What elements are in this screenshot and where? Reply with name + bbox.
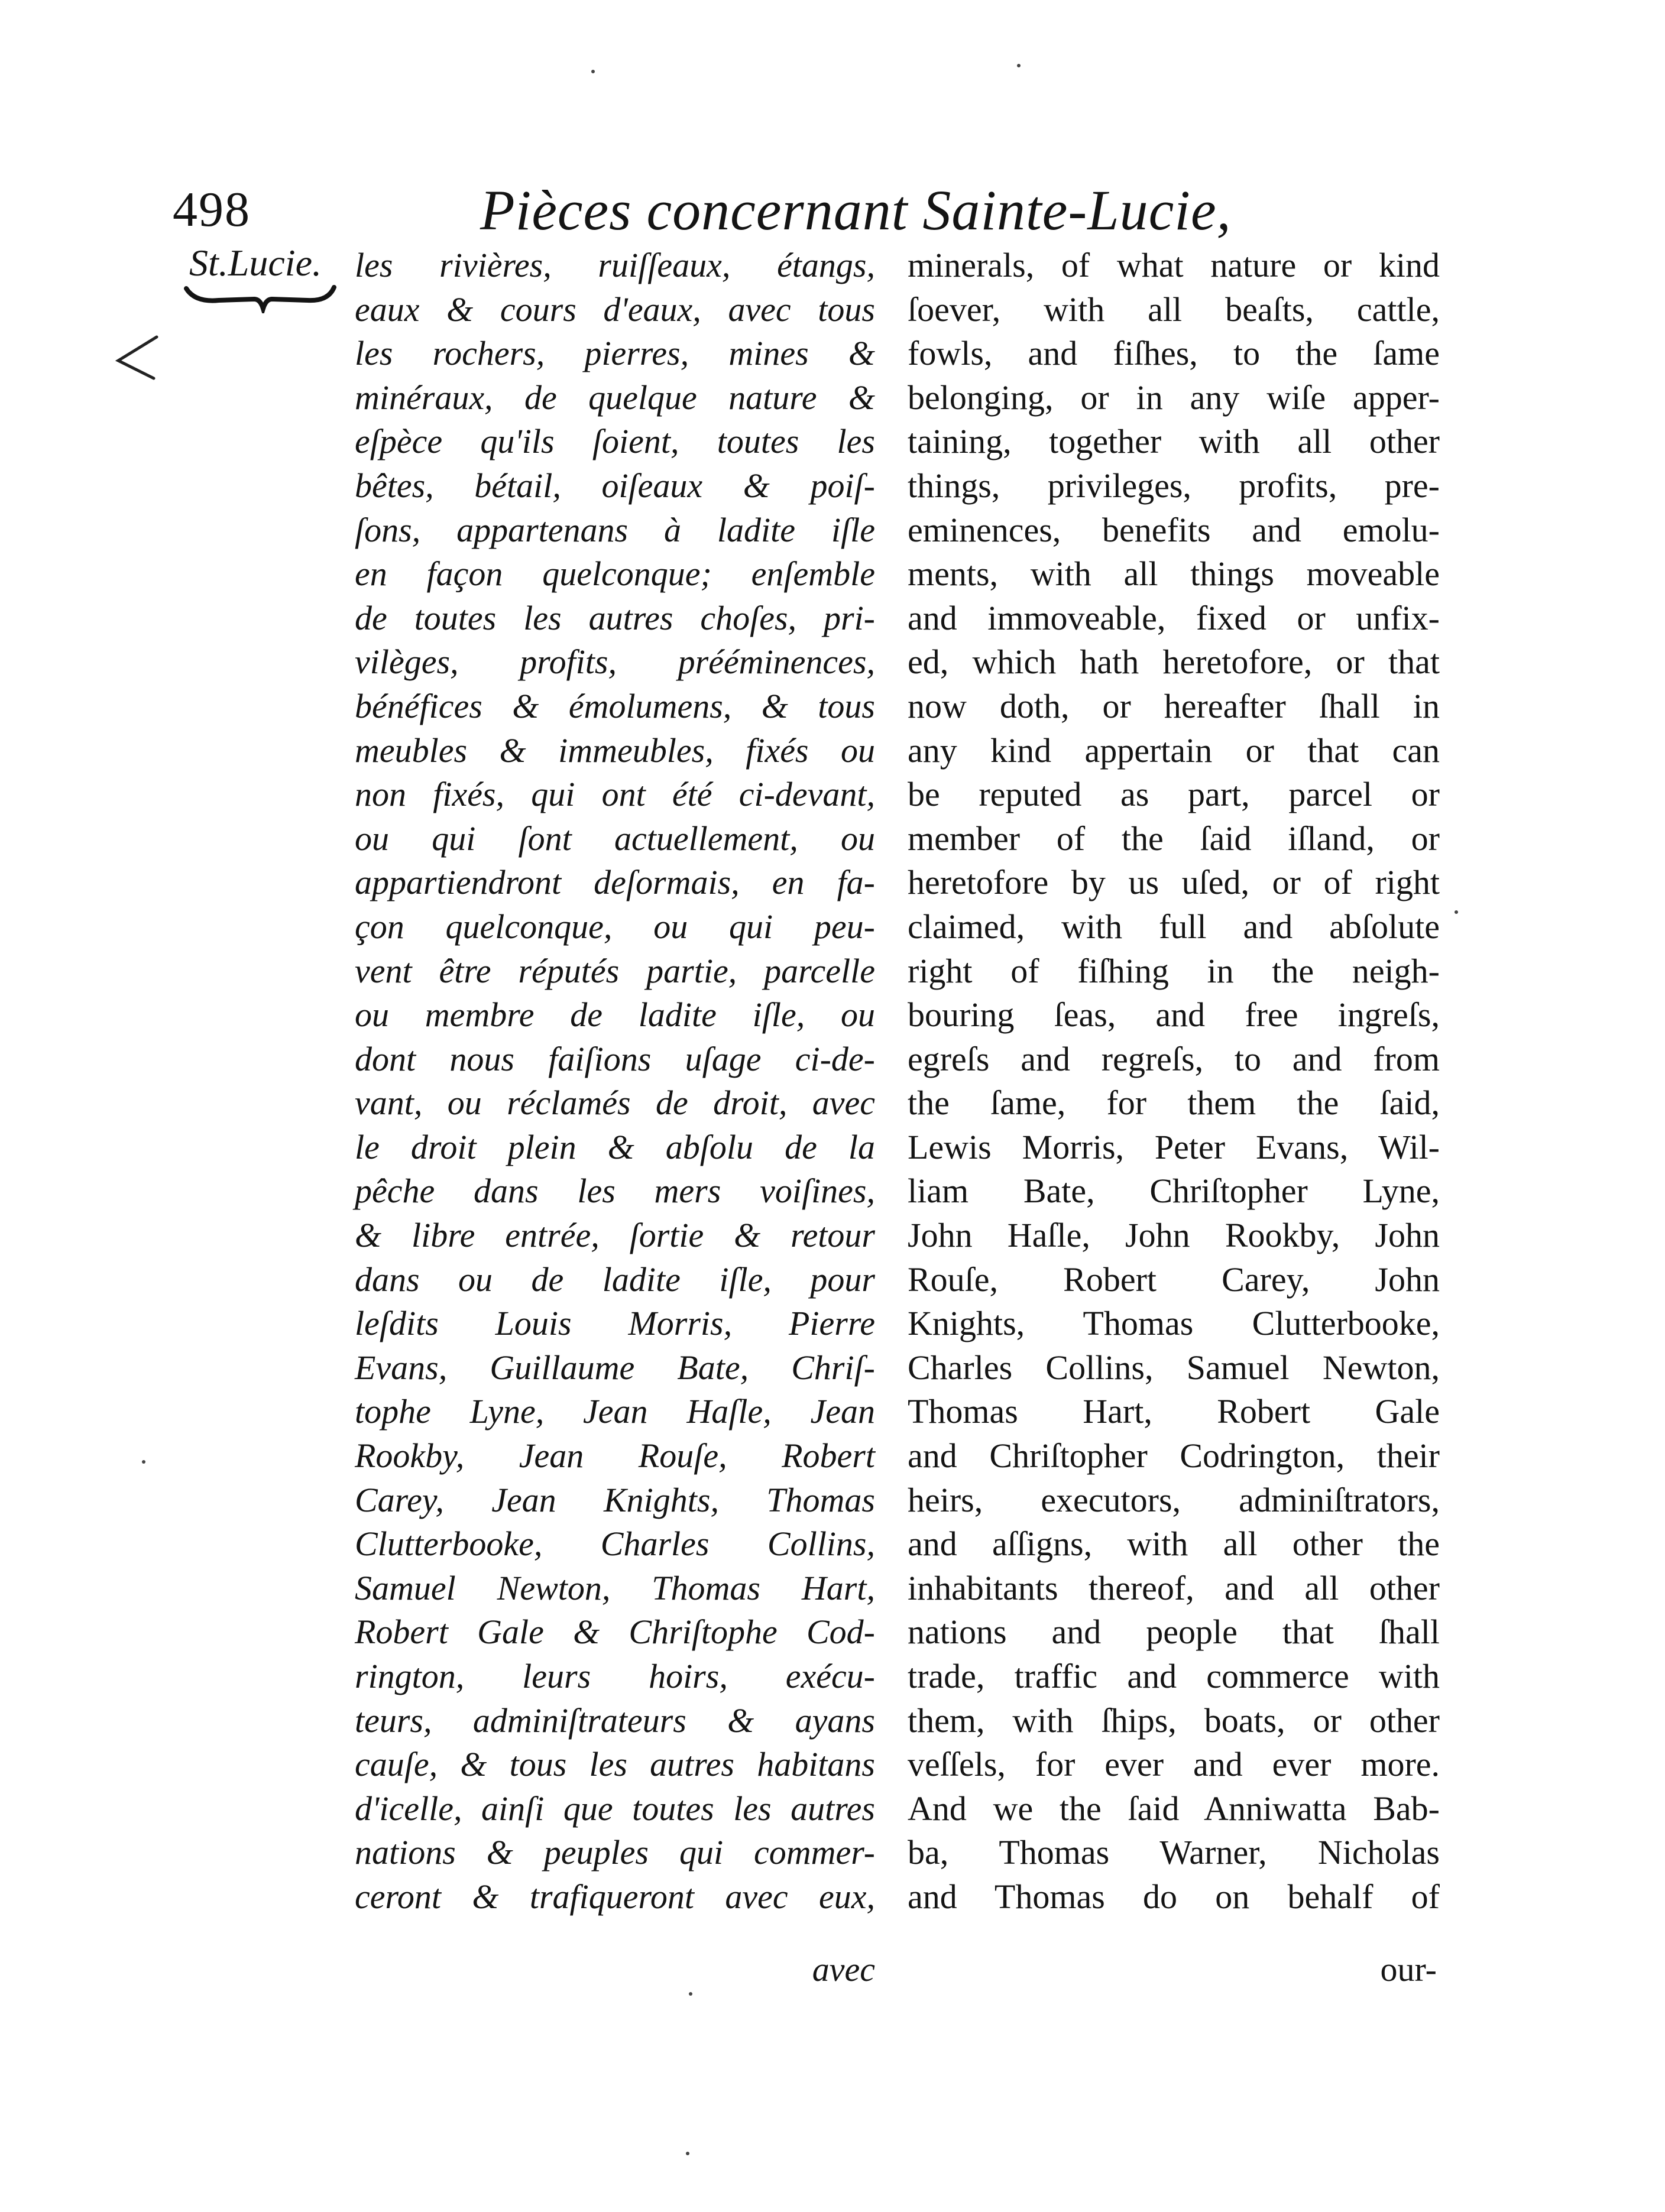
text-line: nations and people that ſhall: [908, 1613, 1440, 1652]
text-line: les rivières, ruiſſeaux, étangs,: [355, 246, 875, 284]
text-line: claimed, with full and abſolute: [908, 907, 1440, 946]
text-line: en façon quelconque; enſemble: [355, 554, 875, 593]
text-line: right of fiſhing in the neigh-: [908, 951, 1440, 990]
text-line: ſons, appartenans à ladite iſle: [355, 510, 875, 549]
text-line: leſdits Louis Morris, Pierre: [355, 1304, 875, 1343]
text-line: egreſs and regreſs, to and from: [908, 1039, 1440, 1078]
text-line: and Thomas do on behalf of: [908, 1877, 1440, 1916]
text-line: belonging, or in any wiſe apper-: [908, 378, 1440, 417]
text-line: things, privileges, profits, pre-: [908, 466, 1440, 505]
text-line: bénéfices & émolumens, & tous: [355, 686, 875, 725]
text-line: pêche dans les mers voiſines,: [355, 1172, 875, 1211]
ink-speck: [689, 1992, 692, 1996]
text-line: meubles & immeubles, fixés ou: [355, 731, 875, 770]
text-line: nations & peuples qui commer-: [355, 1833, 875, 1872]
text-line: appartiendront deſormais, en fa-: [355, 863, 875, 902]
text-line: le droit plein & abſolu de la: [355, 1127, 875, 1166]
text-line: vent être réputés partie, parcelle: [355, 951, 875, 990]
text-line: teurs, adminiſtrateurs & ayans: [355, 1701, 875, 1740]
text-line: Knights, Thomas Clutterbooke,: [908, 1304, 1440, 1343]
text-line: ceront & trafiqueront avec eux,: [355, 1877, 875, 1916]
text-line: Rookby, Jean Rouſe, Robert: [355, 1436, 875, 1475]
text-line: cauſe, & tous les autres habitans: [355, 1745, 875, 1784]
text-line: taining, together with all other: [908, 422, 1440, 461]
text-line: minerals, of what nature or kind: [908, 246, 1440, 284]
ink-speck: [1017, 64, 1021, 67]
text-line: rington, leurs hoirs, exécu-: [355, 1657, 875, 1695]
text-line: heretofore by us uſed, or of right: [908, 863, 1440, 902]
text-line: Lewis Morris, Peter Evans, Wil-: [908, 1127, 1440, 1166]
text-line: the ſame, for them the ſaid,: [908, 1084, 1440, 1123]
page-number: 498: [173, 182, 251, 237]
brace-ornament: [183, 278, 337, 313]
text-line: liam Bate, Chriſtopher Lyne,: [908, 1172, 1440, 1211]
text-line: veſſels, for ever and ever more.: [908, 1745, 1440, 1784]
text-line: eſpèce qu'ils ſoient, toutes les: [355, 422, 875, 461]
text-line: Carey, Jean Knights, Thomas: [355, 1480, 875, 1519]
ink-speck: [142, 1460, 145, 1464]
ink-speck: [686, 2152, 689, 2155]
text-line: ou membre de ladite iſle, ou: [355, 995, 875, 1034]
margin-mark: [109, 331, 163, 384]
text-line: les rochers, pierres, mines &: [355, 334, 875, 373]
text-line: them, with ſhips, boats, or other: [908, 1701, 1440, 1740]
text-line: ou qui ſont actuellement, ou: [355, 819, 875, 858]
text-line: fowls, and fiſhes, to the ſame: [908, 334, 1440, 373]
text-line: and Chriſtopher Codrington, their: [908, 1436, 1440, 1475]
text-line: bouring ſeas, and free ingreſs,: [908, 995, 1440, 1034]
text-line: any kind appertain or that can: [908, 731, 1440, 770]
text-line: and aſſigns, with all other the: [908, 1525, 1440, 1564]
text-line: Rouſe, Robert Carey, John: [908, 1260, 1440, 1299]
text-line: & libre entrée, ſortie & retour: [355, 1216, 875, 1255]
text-line: and immoveable, fixed or unfix-: [908, 598, 1440, 637]
text-line: ed, which hath heretofore, or that: [908, 643, 1440, 682]
text-line: Charles Collins, Samuel Newton,: [908, 1348, 1440, 1387]
running-title: Pièces concernant Sainte-Lucie,: [480, 179, 1232, 242]
text-line: non fixés, qui ont été ci-devant,: [355, 775, 875, 814]
text-line: Clutterbooke, Charles Collins,: [355, 1525, 875, 1564]
text-line: now doth, or hereafter ſhall in: [908, 686, 1440, 725]
text-line: minéraux, de quelque nature &: [355, 378, 875, 417]
text-line: Robert Gale & Chriſtophe Cod-: [355, 1613, 875, 1652]
text-line: dans ou de ladite iſle, pour: [355, 1260, 875, 1299]
text-line: Evans, Guillaume Bate, Chriſ-: [355, 1348, 875, 1387]
text-line: trade, traffic and commerce with: [908, 1657, 1440, 1695]
text-line: John Haſle, John Rookby, John: [908, 1216, 1440, 1255]
text-line: member of the ſaid iſland, or: [908, 819, 1440, 858]
text-line: vilèges, profits, prééminences,: [355, 643, 875, 682]
text-line: Samuel Newton, Thomas Hart,: [355, 1568, 875, 1607]
catchword-english: our-: [1380, 1950, 1437, 1989]
text-line: Thomas Hart, Robert Gale: [908, 1392, 1440, 1431]
text-line: çon quelconque, ou qui peu-: [355, 907, 875, 946]
text-line: ba, Thomas Warner, Nicholas: [908, 1833, 1440, 1872]
text-line: inhabitants thereof, and all other: [908, 1568, 1440, 1607]
text-line: tophe Lyne, Jean Haſle, Jean: [355, 1392, 875, 1431]
margin-note: St.Lucie.: [189, 242, 322, 284]
text-line: ments, with all things moveable: [908, 554, 1440, 593]
ink-speck: [591, 70, 595, 73]
text-line: eaux & cours d'eaux, avec tous: [355, 290, 875, 329]
text-line: eminences, benefits and emolu-: [908, 510, 1440, 549]
page-header: [173, 177, 1462, 254]
french-column: [355, 244, 875, 1919]
text-line: de toutes les autres choſes, pri-: [355, 598, 875, 637]
text-line: be reputed as part, parcel or: [908, 775, 1440, 814]
text-line: vant, ou réclamés de droit, avec: [355, 1084, 875, 1123]
catchword-french: avec: [812, 1950, 875, 1989]
text-line: heirs, executors, adminiſtrators,: [908, 1480, 1440, 1519]
english-column: [908, 244, 1440, 1919]
text-line: And we the ſaid Anniwatta Bab-: [908, 1789, 1440, 1828]
text-line: bêtes, bétail, oiſeaux & poiſ-: [355, 466, 875, 505]
text-line: d'icelle, ainſi que toutes les autres: [355, 1789, 875, 1828]
text-line: dont nous faiſions uſage ci-de-: [355, 1039, 875, 1078]
ink-speck: [1455, 910, 1458, 914]
text-line: ſoever, with all beaſts, cattle,: [908, 290, 1440, 329]
